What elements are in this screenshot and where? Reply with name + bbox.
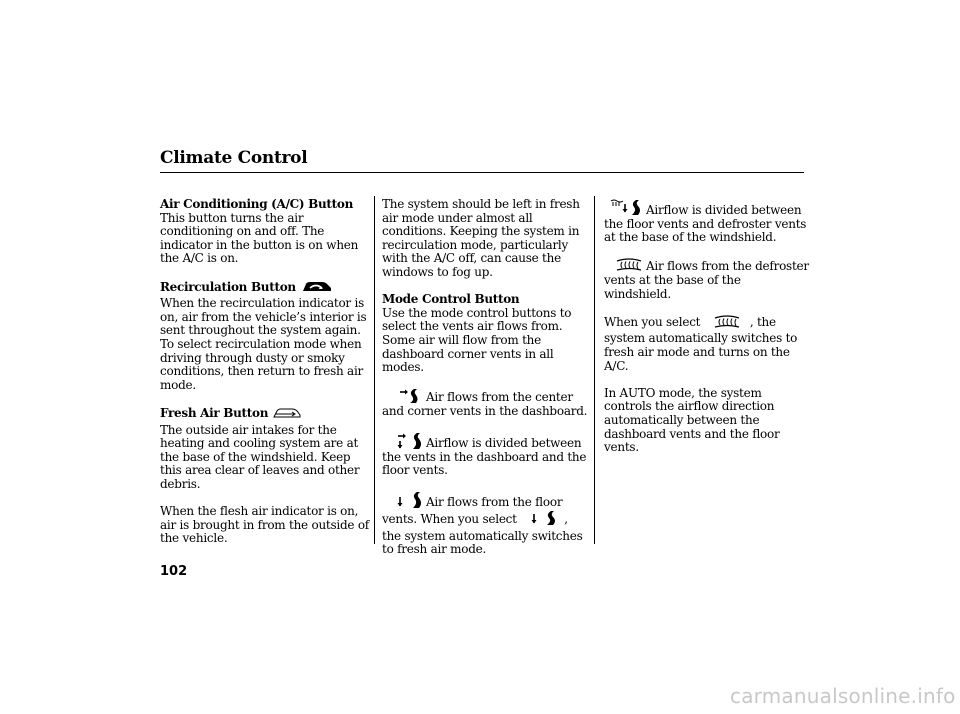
- bilevel-mode-text: Airflow is divided between the vents in the dashboard and the floor vents.: [382, 436, 587, 478]
- defrost-icon: [604, 258, 646, 274]
- floor-mode-text-b: , the system automatically switches to fresh air mode.: [382, 512, 583, 557]
- watermark: carmanualsonline.info: [730, 684, 956, 708]
- column-divider-2: [594, 196, 595, 544]
- vent-mode-paragraph: [382, 388, 590, 418]
- recirculation-text: When the recirculation indicator is on, air from the vehicle’s interior is sent throughout the system again. To select recirculation mode when driving through dusty or smoky conditions, then return to fresh air mode.: [160, 296, 367, 392]
- defrost-select-text-b: , the system automatically switches to fresh air mode and turns on the A/C.: [604, 314, 798, 373]
- mode-control-text: Use the mode control buttons to select the vents air flows from. Some air will flow from the dashboard corner vents in all modes.: [382, 305, 572, 375]
- floor-defrost-mode-icon: [604, 198, 646, 218]
- column-divider-1: [374, 196, 375, 544]
- ac-text: This button turns the air conditioning on and off. The indicator in the button is on when the A/C is on.: [160, 210, 359, 266]
- floor-mode-text-a: Air flows from the floor vents. When you select: [382, 495, 563, 527]
- bilevel-mode-icon: [382, 432, 426, 451]
- fresh-air-mode-text: The system should be left in fresh air mode under almost all conditions. Keeping the system in recirculation mode, particularly with the A/C off, can cause the windows to fog up.: [382, 197, 580, 279]
- title-rule: [160, 172, 804, 173]
- column-1: [160, 198, 372, 546]
- fresh-air-text: The outside air intakes for the heating and cooling system are at the base of the windshield. Keep this area clear of leaves and other debris.: [160, 422, 360, 491]
- defrost-select-paragraph: [604, 315, 810, 373]
- fresh-air-heading: [160, 406, 372, 424]
- mode-control-heading: Mode Control Button: [382, 292, 520, 307]
- defrost-paragraph: [604, 258, 810, 301]
- fresh-air-heading-label: Fresh Air Button: [160, 405, 269, 420]
- recirculation-heading-label: Recirculation Button: [160, 279, 296, 294]
- defrost-text: Air flows from the defroster vents at the base of the windshield.: [604, 259, 809, 301]
- ac-heading: Air Conditioning (A/C) Button: [160, 197, 354, 211]
- auto-mode-text: In AUTO mode, the system controls the airflow direction automatically between the dashboard vents and the floor vents.: [604, 385, 780, 455]
- fresh-air-icon: [272, 406, 302, 424]
- fresh-air-indicator-text: When the flesh air indicator is on, air is brought in from the outside of the vehicle.: [160, 504, 369, 546]
- recirculation-heading: [160, 280, 372, 298]
- defrost-select-text-a: When you select: [604, 314, 701, 329]
- page-title: Climate Control: [160, 148, 308, 168]
- floor-defrost-paragraph: [604, 198, 810, 245]
- bilevel-mode-paragraph: [382, 432, 590, 478]
- floor-defrost-text: Airflow is divided between the floor vents and defroster vents at the base of the windshield.: [604, 203, 807, 245]
- defrost-inline-icon: [704, 315, 750, 333]
- vent-mode-icon: [382, 388, 426, 405]
- vent-mode-text: Air flows from the center and corner vents in the dashboard.: [382, 390, 588, 418]
- page-number: 102: [160, 564, 188, 579]
- column-2: [382, 198, 590, 557]
- floor-mode-inline-icon: [520, 510, 564, 530]
- floor-mode-icon: [382, 491, 426, 510]
- column-3: [604, 198, 810, 455]
- floor-mode-paragraph: [382, 491, 590, 556]
- recirculation-icon: [300, 280, 334, 298]
